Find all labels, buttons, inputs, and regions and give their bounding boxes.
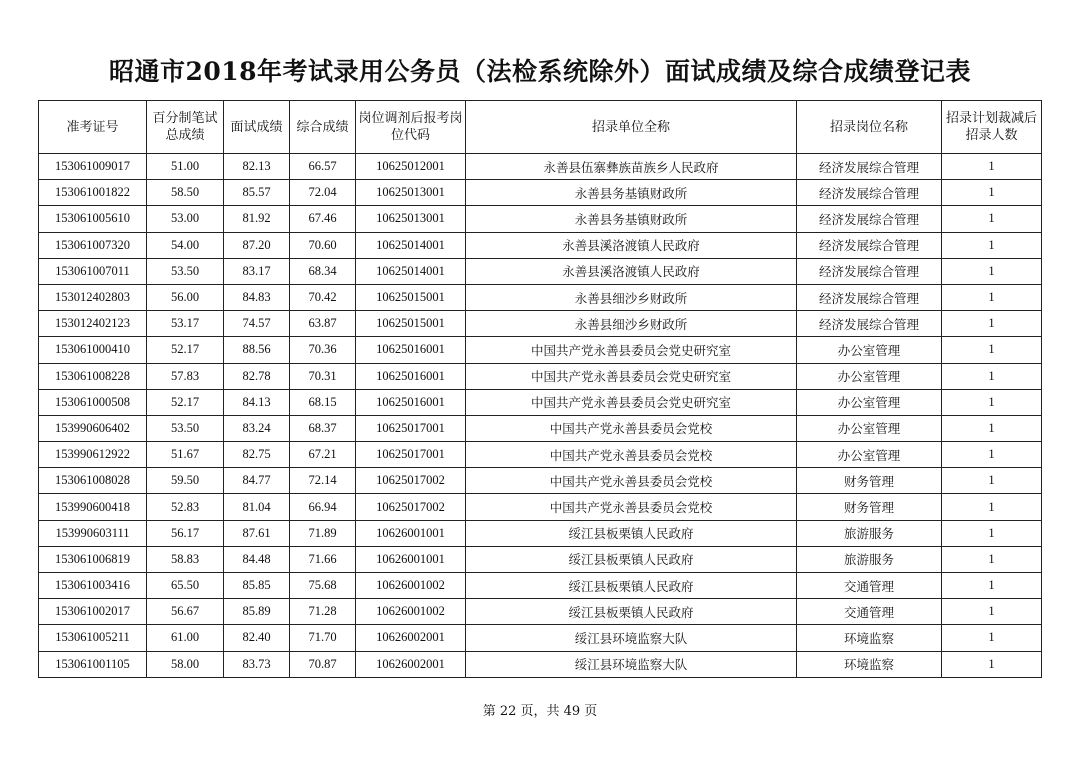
column-header: 招录计划裁减后招录人数 xyxy=(942,101,1042,154)
employer-name-cell: 绥江县板栗镇人民政府 xyxy=(466,546,797,572)
exam-id-cell: 153990603111 xyxy=(39,520,147,546)
employer-name-cell: 永善县溪洛渡镇人民政府 xyxy=(466,232,797,258)
position-code-cell: 10625015001 xyxy=(356,284,466,310)
interview-score-cell: 84.13 xyxy=(224,389,290,415)
interview-score-cell: 83.73 xyxy=(224,651,290,677)
total-score-cell: 71.28 xyxy=(290,599,356,625)
position-name-cell: 经济发展综合管理 xyxy=(797,206,942,232)
table-row xyxy=(39,625,1042,651)
position-code-cell: 10626001001 xyxy=(356,520,466,546)
position-name-cell: 经济发展综合管理 xyxy=(797,180,942,206)
position-name-cell: 财务管理 xyxy=(797,494,942,520)
exam-id-cell: 153061005211 xyxy=(39,625,147,651)
written-score-cell: 54.00 xyxy=(147,232,224,258)
position-code-cell: 10625017001 xyxy=(356,442,466,468)
exam-id-cell: 153061005610 xyxy=(39,206,147,232)
exam-id-cell: 153061006819 xyxy=(39,546,147,572)
table-header-row xyxy=(39,101,1042,154)
hiring-count-cell: 1 xyxy=(942,363,1042,389)
position-name-cell: 经济发展综合管理 xyxy=(797,232,942,258)
position-code-cell: 10625016001 xyxy=(356,337,466,363)
interview-score-cell: 83.24 xyxy=(224,415,290,441)
hiring-count-cell: 1 xyxy=(942,415,1042,441)
exam-id-cell: 153061008228 xyxy=(39,363,147,389)
column-header: 岗位调剂后报考岗位代码 xyxy=(356,101,466,154)
interview-score-cell: 88.56 xyxy=(224,337,290,363)
total-score-cell: 67.46 xyxy=(290,206,356,232)
hiring-count-cell: 1 xyxy=(942,311,1042,337)
exam-id-cell: 153990600418 xyxy=(39,494,147,520)
position-code-cell: 10625017002 xyxy=(356,468,466,494)
written-score-cell: 58.83 xyxy=(147,546,224,572)
exam-id-cell: 153990606402 xyxy=(39,415,147,441)
table-row xyxy=(39,154,1042,180)
position-code-cell: 10625017002 xyxy=(356,494,466,520)
exam-id-cell: 153012402123 xyxy=(39,311,147,337)
total-score-cell: 71.70 xyxy=(290,625,356,651)
total-score-cell: 72.14 xyxy=(290,468,356,494)
employer-name-cell: 中国共产党永善县委员会党校 xyxy=(466,468,797,494)
interview-score-cell: 74.57 xyxy=(224,311,290,337)
hiring-count-cell: 1 xyxy=(942,520,1042,546)
interview-score-cell: 81.04 xyxy=(224,494,290,520)
hiring-count-cell: 1 xyxy=(942,337,1042,363)
position-code-cell: 10625014001 xyxy=(356,258,466,284)
employer-name-cell: 中国共产党永善县委员会党校 xyxy=(466,442,797,468)
position-code-cell: 10625013001 xyxy=(356,206,466,232)
interview-score-cell: 82.78 xyxy=(224,363,290,389)
table-row xyxy=(39,520,1042,546)
position-name-cell: 办公室管理 xyxy=(797,389,942,415)
hiring-count-cell: 1 xyxy=(942,442,1042,468)
position-name-cell: 交通管理 xyxy=(797,573,942,599)
employer-name-cell: 永善县务基镇财政所 xyxy=(466,206,797,232)
interview-score-cell: 82.75 xyxy=(224,442,290,468)
column-header: 综合成绩 xyxy=(290,101,356,154)
position-name-cell: 办公室管理 xyxy=(797,363,942,389)
interview-score-cell: 81.92 xyxy=(224,206,290,232)
position-code-cell: 10626001001 xyxy=(356,546,466,572)
position-name-cell: 经济发展综合管理 xyxy=(797,284,942,310)
written-score-cell: 52.83 xyxy=(147,494,224,520)
position-name-cell: 环境监察 xyxy=(797,651,942,677)
total-score-cell: 70.36 xyxy=(290,337,356,363)
position-name-cell: 旅游服务 xyxy=(797,520,942,546)
hiring-count-cell: 1 xyxy=(942,625,1042,651)
position-code-cell: 10626001002 xyxy=(356,573,466,599)
position-code-cell: 10625013001 xyxy=(356,180,466,206)
interview-score-cell: 85.57 xyxy=(224,180,290,206)
employer-name-cell: 绥江县环境监察大队 xyxy=(466,651,797,677)
interview-score-cell: 83.17 xyxy=(224,258,290,284)
hiring-count-cell: 1 xyxy=(942,284,1042,310)
written-score-cell: 53.00 xyxy=(147,206,224,232)
employer-name-cell: 绥江县板栗镇人民政府 xyxy=(466,520,797,546)
table-row xyxy=(39,180,1042,206)
hiring-count-cell: 1 xyxy=(942,154,1042,180)
employer-name-cell: 绥江县板栗镇人民政府 xyxy=(466,573,797,599)
hiring-count-cell: 1 xyxy=(942,468,1042,494)
position-name-cell: 交通管理 xyxy=(797,599,942,625)
table-row xyxy=(39,546,1042,572)
employer-name-cell: 永善县细沙乡财政所 xyxy=(466,284,797,310)
employer-name-cell: 永善县细沙乡财政所 xyxy=(466,311,797,337)
written-score-cell: 58.50 xyxy=(147,180,224,206)
total-score-cell: 75.68 xyxy=(290,573,356,599)
written-score-cell: 52.17 xyxy=(147,389,224,415)
interview-score-cell: 84.48 xyxy=(224,546,290,572)
position-code-cell: 10625017001 xyxy=(356,415,466,441)
page-number: 第 22 页，共 49 页 xyxy=(482,704,598,719)
exam-id-cell: 153061003416 xyxy=(39,573,147,599)
written-score-cell: 56.67 xyxy=(147,599,224,625)
table-row xyxy=(39,363,1042,389)
position-name-cell: 旅游服务 xyxy=(797,546,942,572)
interview-score-cell: 84.83 xyxy=(224,284,290,310)
interview-score-cell: 85.85 xyxy=(224,573,290,599)
exam-id-cell: 153012402803 xyxy=(39,284,147,310)
table-row xyxy=(39,389,1042,415)
total-score-cell: 70.42 xyxy=(290,284,356,310)
position-name-cell: 环境监察 xyxy=(797,625,942,651)
position-code-cell: 10625016001 xyxy=(356,363,466,389)
table-row xyxy=(39,206,1042,232)
table-row xyxy=(39,415,1042,441)
total-score-cell: 70.31 xyxy=(290,363,356,389)
hiring-count-cell: 1 xyxy=(942,573,1042,599)
exam-id-cell: 153061008028 xyxy=(39,468,147,494)
table-row xyxy=(39,599,1042,625)
written-score-cell: 56.17 xyxy=(147,520,224,546)
written-score-cell: 56.00 xyxy=(147,284,224,310)
position-code-cell: 10625014001 xyxy=(356,232,466,258)
column-header: 准考证号 xyxy=(39,101,147,154)
total-score-cell: 68.37 xyxy=(290,415,356,441)
table-row xyxy=(39,311,1042,337)
interview-score-cell: 87.20 xyxy=(224,232,290,258)
column-header: 招录岗位名称 xyxy=(797,101,942,154)
hiring-count-cell: 1 xyxy=(942,206,1042,232)
position-name-cell: 经济发展综合管理 xyxy=(797,258,942,284)
exam-id-cell: 153061001105 xyxy=(39,651,147,677)
hiring-count-cell: 1 xyxy=(942,599,1042,625)
exam-id-cell: 153990612922 xyxy=(39,442,147,468)
position-code-cell: 10625016001 xyxy=(356,389,466,415)
total-score-cell: 66.94 xyxy=(290,494,356,520)
employer-name-cell: 中国共产党永善县委员会党史研究室 xyxy=(466,389,797,415)
exam-id-cell: 153061000410 xyxy=(39,337,147,363)
hiring-count-cell: 1 xyxy=(942,546,1042,572)
total-score-cell: 67.21 xyxy=(290,442,356,468)
hiring-count-cell: 1 xyxy=(942,651,1042,677)
column-header: 面试成绩 xyxy=(224,101,290,154)
hiring-count-cell: 1 xyxy=(942,180,1042,206)
interview-score-cell: 85.89 xyxy=(224,599,290,625)
interview-score-cell: 84.77 xyxy=(224,468,290,494)
column-header: 百分制笔试总成绩 xyxy=(147,101,224,154)
written-score-cell: 58.00 xyxy=(147,651,224,677)
written-score-cell: 51.67 xyxy=(147,442,224,468)
table-row xyxy=(39,573,1042,599)
interview-score-cell: 82.13 xyxy=(224,154,290,180)
position-code-cell: 10625015001 xyxy=(356,311,466,337)
employer-name-cell: 绥江县环境监察大队 xyxy=(466,625,797,651)
table-row xyxy=(39,651,1042,677)
position-name-cell: 办公室管理 xyxy=(797,337,942,363)
written-score-cell: 61.00 xyxy=(147,625,224,651)
interview-score-cell: 87.61 xyxy=(224,520,290,546)
exam-id-cell: 153061007320 xyxy=(39,232,147,258)
exam-id-cell: 153061009017 xyxy=(39,154,147,180)
position-name-cell: 经济发展综合管理 xyxy=(797,154,942,180)
employer-name-cell: 中国共产党永善县委员会党史研究室 xyxy=(466,337,797,363)
table-row xyxy=(39,494,1042,520)
page-title: 昭通市2018年考试录用公务员（法检系统除外）面试成绩及综合成绩登记表 xyxy=(108,57,972,86)
table-row xyxy=(39,284,1042,310)
hiring-count-cell: 1 xyxy=(942,232,1042,258)
exam-id-cell: 153061007011 xyxy=(39,258,147,284)
written-score-cell: 52.17 xyxy=(147,337,224,363)
position-code-cell: 10626002001 xyxy=(356,625,466,651)
written-score-cell: 65.50 xyxy=(147,573,224,599)
score-table xyxy=(38,100,1042,678)
table-row xyxy=(39,337,1042,363)
position-name-cell: 经济发展综合管理 xyxy=(797,311,942,337)
employer-name-cell: 永善县伍寨彝族苗族乡人民政府 xyxy=(466,154,797,180)
total-score-cell: 71.89 xyxy=(290,520,356,546)
total-score-cell: 70.60 xyxy=(290,232,356,258)
exam-id-cell: 153061002017 xyxy=(39,599,147,625)
table-row xyxy=(39,232,1042,258)
written-score-cell: 57.83 xyxy=(147,363,224,389)
position-name-cell: 办公室管理 xyxy=(797,415,942,441)
hiring-count-cell: 1 xyxy=(942,389,1042,415)
position-code-cell: 10626002001 xyxy=(356,651,466,677)
total-score-cell: 68.15 xyxy=(290,389,356,415)
written-score-cell: 53.17 xyxy=(147,311,224,337)
total-score-cell: 68.34 xyxy=(290,258,356,284)
position-code-cell: 10626001002 xyxy=(356,599,466,625)
employer-name-cell: 中国共产党永善县委员会党校 xyxy=(466,494,797,520)
position-code-cell: 10625012001 xyxy=(356,154,466,180)
written-score-cell: 53.50 xyxy=(147,415,224,441)
employer-name-cell: 绥江县板栗镇人民政府 xyxy=(466,599,797,625)
total-score-cell: 66.57 xyxy=(290,154,356,180)
exam-id-cell: 153061000508 xyxy=(39,389,147,415)
employer-name-cell: 永善县务基镇财政所 xyxy=(466,180,797,206)
written-score-cell: 51.00 xyxy=(147,154,224,180)
employer-name-cell: 中国共产党永善县委员会党史研究室 xyxy=(466,363,797,389)
total-score-cell: 63.87 xyxy=(290,311,356,337)
hiring-count-cell: 1 xyxy=(942,258,1042,284)
position-name-cell: 财务管理 xyxy=(797,468,942,494)
table-row xyxy=(39,258,1042,284)
total-score-cell: 71.66 xyxy=(290,546,356,572)
total-score-cell: 72.04 xyxy=(290,180,356,206)
column-header: 招录单位全称 xyxy=(466,101,797,154)
table-row xyxy=(39,442,1042,468)
written-score-cell: 53.50 xyxy=(147,258,224,284)
exam-id-cell: 153061001822 xyxy=(39,180,147,206)
hiring-count-cell: 1 xyxy=(942,494,1042,520)
table-row xyxy=(39,468,1042,494)
employer-name-cell: 中国共产党永善县委员会党校 xyxy=(466,415,797,441)
employer-name-cell: 永善县溪洛渡镇人民政府 xyxy=(466,258,797,284)
total-score-cell: 70.87 xyxy=(290,651,356,677)
position-name-cell: 办公室管理 xyxy=(797,442,942,468)
interview-score-cell: 82.40 xyxy=(224,625,290,651)
written-score-cell: 59.50 xyxy=(147,468,224,494)
table-body xyxy=(39,154,1042,678)
